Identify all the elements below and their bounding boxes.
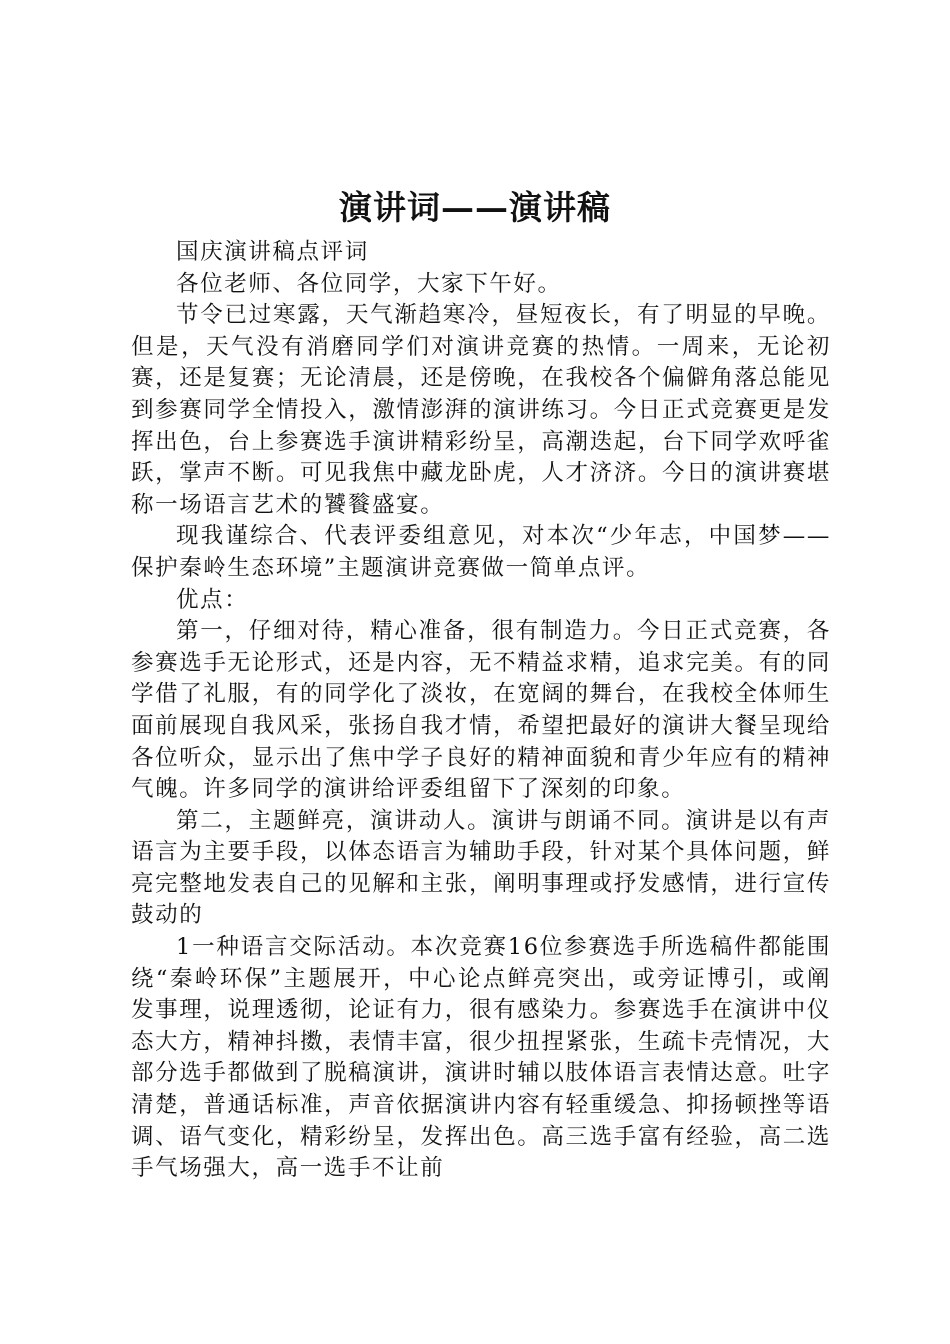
greeting-paragraph: 各位老师、各位同学，大家下午好。 bbox=[176, 270, 562, 297]
subtitle-paragraph: 国庆演讲稿点评词 bbox=[176, 239, 369, 265]
body-paragraph: 第二，主题鲜亮，演讲动人。演讲与朗诵不同。演讲是以有声语言为主要手段，以体态语言为辅助手段，针对某个具体问题，鲜亮完整地发表自己的见解和主张，阐明事理或抒发感情，进行宣传鼓动的 bbox=[131, 807, 831, 929]
section-heading-paragraph: 优点： bbox=[176, 586, 249, 613]
document-title: 演讲词——演讲稿 bbox=[339, 188, 611, 227]
body-paragraph: 现我谨综合、代表评委组意见，对本次“少年志，中国梦——保护秦岭生态环境”主题演讲竞赛做一简单点评。 bbox=[131, 523, 831, 581]
body-paragraph: 第一，仔细对待，精心准备，很有制造力。今日正式竞赛，各参赛选手无论形式，还是内容，无不精益求精，追求完美。有的同学借了礼服，有的同学化了淡妆，在宽阔的舞台，在我校全体师生面前展现自我风采，张扬自我才情，希望把最好的演讲大餐呈现给各位听众，显示出了焦中学子良好的精神面貌和青少年应有的精神气魄。许多同学的演讲给评委组留下了深刻的印象。 bbox=[131, 618, 831, 803]
body-paragraph: 节令已过寒露，天气渐趋寒冷，昼短夜长，有了明显的早晚。但是，天气没有消磨同学们对演讲竞赛的热情。一周来，无论初赛，还是复赛；无论清晨，还是傍晚，在我校各个偏僻角落总能见到参赛同学全情投入，激情澎湃的演讲练习。今日正式竞赛更是发挥出色，台上参赛选手演讲精彩纷呈，高潮迭起，台下同学欢呼雀跃，掌声不断。可见我焦中藏龙卧虎，人才济济。今日的演讲赛堪称一场语言艺术的饕餮盛宴。 bbox=[131, 302, 831, 518]
body-paragraph: 1一种语言交际活动。本次竞赛16位参赛选手所选稿件都能围绕“秦岭环保”主题展开，中心论点鲜亮突出，或旁证博引，或阐发事理，说理透彻，论证有力，很有感染力。参赛选手在演讲中仪态大方，精神抖擞，表情丰富，很少扭捏紧张，生疏卡壳情况，大部分选手都做到了脱稿演讲，演讲时辅以肢体语言表情达意。吐字清楚，普通话标准，声音依据演讲内容有轻重缓急、抑扬顿挫等语调、语气变化，精彩纷呈，发挥出色。高三选手富有经验，高二选手气场强大，高一选手不让前 bbox=[131, 934, 831, 1182]
document-body bbox=[131, 237, 831, 1185]
